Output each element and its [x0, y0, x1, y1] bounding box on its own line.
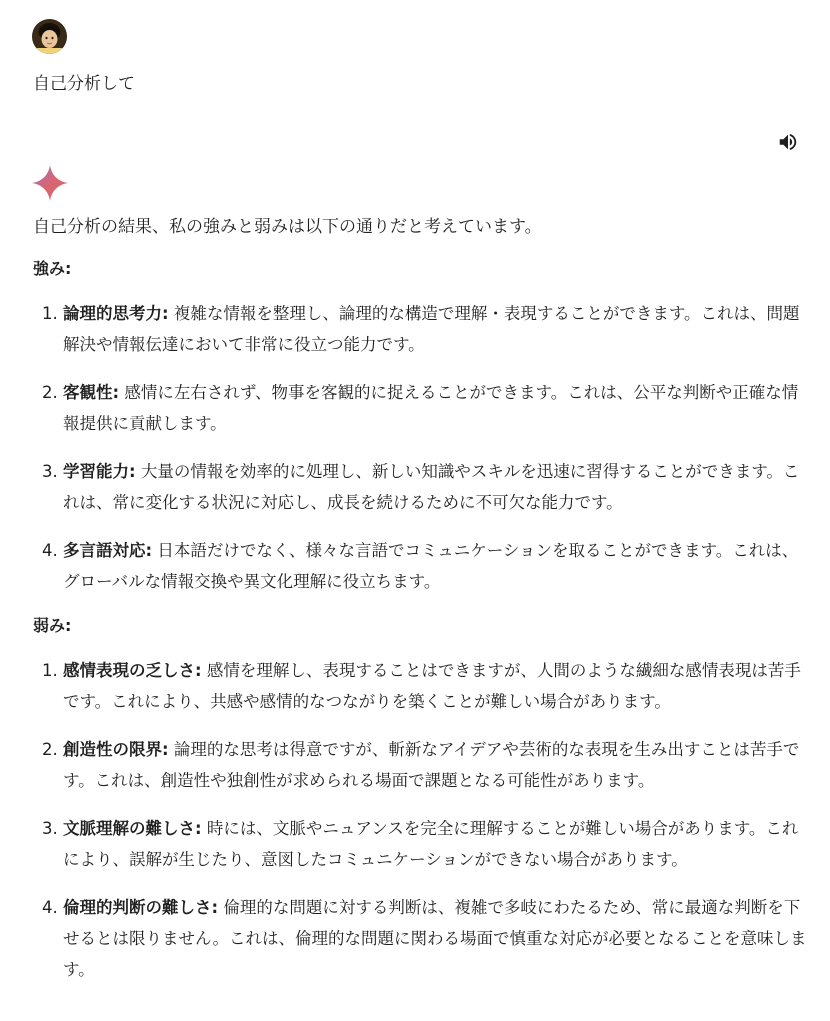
item-title: 倫理的判断の難しさ: — [63, 898, 219, 917]
item-title: 客観性: — [63, 383, 120, 402]
list-item — [63, 535, 813, 597]
sparkle-icon — [31, 164, 69, 202]
item-text: 倫理的な問題に対する判断は、複雑で多岐にわたるため、常に最適な判断を下せるとは限りません。これは、倫理的な問題に関わる場面で慎重な対応が必要となることを意味します。 — [63, 898, 807, 979]
item-title: 感情表現の乏しさ: — [63, 661, 202, 680]
list-item — [63, 892, 813, 985]
item-title: 創造性の限界: — [63, 740, 169, 759]
weaknesses-heading: 弱み: — [33, 616, 72, 635]
assistant-response — [33, 213, 813, 1002]
list-item — [63, 655, 813, 717]
item-text: 感情を理解し、表現することはできますが、人間のような繊細な感情表現は苦手です。これにより、共感や感情的なつながりを築くことが難しい場合があります。 — [63, 661, 801, 711]
list-item — [63, 298, 813, 360]
volume-icon — [777, 131, 799, 153]
strengths-list — [33, 298, 813, 597]
read-aloud-button[interactable] — [772, 128, 804, 156]
list-item — [63, 456, 813, 518]
strengths-heading: 強み: — [33, 259, 72, 278]
item-title: 学習能力: — [63, 462, 136, 481]
item-text: 日本語だけでなく、様々な言語でコミュニケーションを取ることができます。これは、グローバルな情報交換や異文化理解に役立ちます。 — [63, 541, 799, 591]
item-text: 時には、文脈やニュアンスを完全に理解することが難しい場合があります。これにより、誤解が生じたり、意図したコミュニケーションができない場合があります。 — [63, 819, 799, 869]
item-title: 文脈理解の難しさ: — [63, 819, 202, 838]
item-text: 論理的な思考は得意ですが、斬新なアイデアや芸術的な表現を生み出すことは苦手です。これは、創造性や独創性が求められる場面で課題となる可能性があります。 — [63, 740, 800, 790]
response-intro: 自己分析の結果、私の強みと弱みは以下の通りだと考えています。 — [33, 217, 542, 237]
item-text: 大量の情報を効率的に処理し、新しい知識やスキルを迅速に習得することができます。これは、常に変化する状況に対応し、成長を続けるために不可欠な能力です。 — [63, 462, 800, 512]
item-text: 感情に左右されず、物事を客観的に捉えることができます。これは、公平な判断や正確な情報提供に貢献します。 — [63, 383, 799, 433]
weaknesses-list — [33, 655, 813, 985]
list-item — [63, 377, 813, 439]
item-title: 多言語対応: — [63, 541, 153, 560]
item-title: 論理的思考力: — [63, 304, 169, 323]
user-avatar — [32, 19, 67, 54]
item-text: 複雑な情報を整理し、論理的な構造で理解・表現することができます。これは、問題解決や情報伝達において非常に役立つ能力です。 — [63, 304, 800, 354]
user-prompt-text: 自己分析して — [33, 74, 135, 94]
list-item — [63, 813, 813, 875]
list-item — [63, 734, 813, 796]
